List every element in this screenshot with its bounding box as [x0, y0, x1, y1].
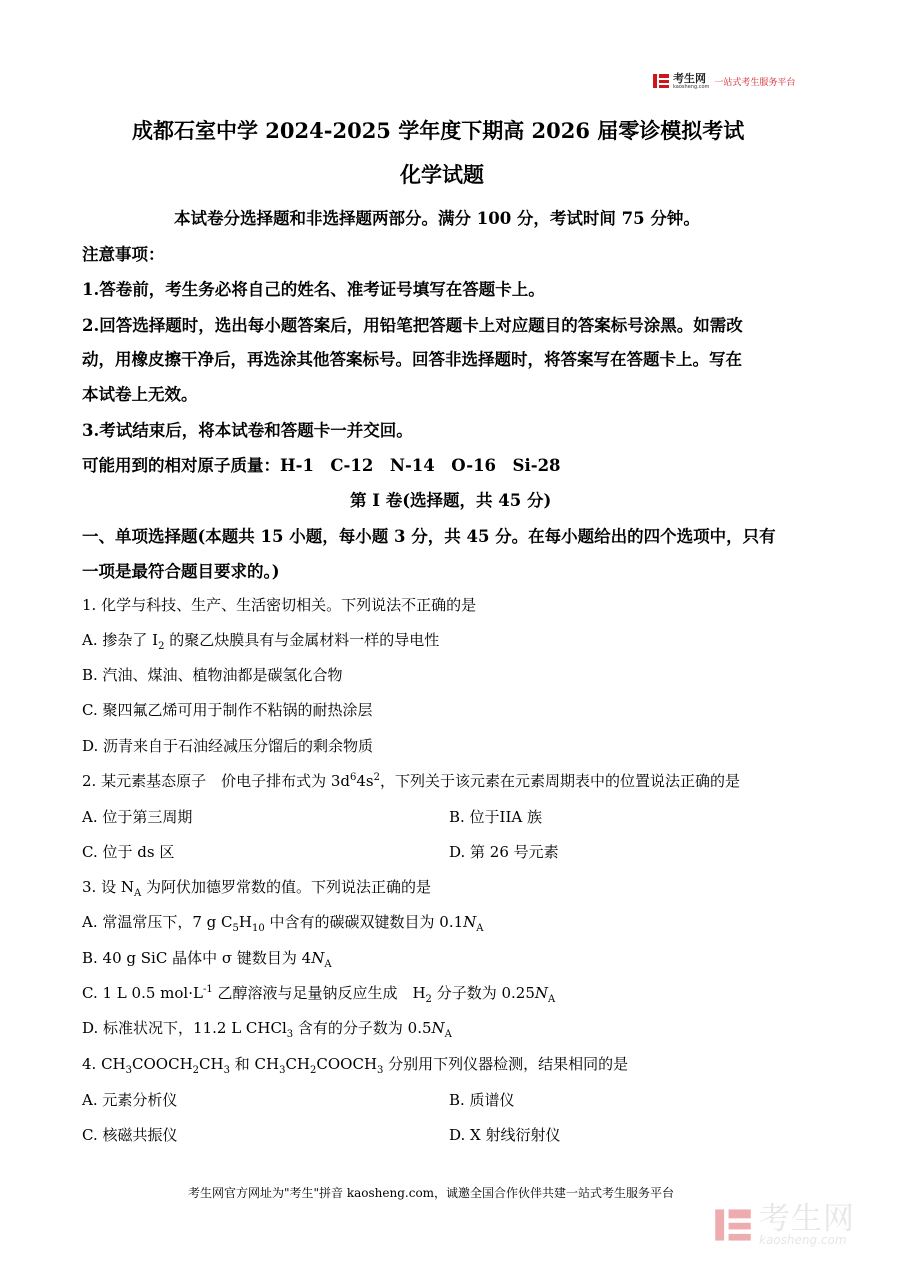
notes-heading: 注意事项： — [82, 245, 165, 264]
note-2-line-3: 本试卷上无效。 — [82, 385, 198, 404]
kaosheng-logo-icon — [652, 72, 670, 90]
q3-option-c: C. 1 L 0.5 $mol\cdot L^{-1}$ 乙醇溶液与足量钠反应生成 $H_2$ 分子数为 $0.25N_A$ — [82, 984, 556, 1005]
watermark-logo-icon — [713, 1204, 753, 1246]
q2-option-b: B. 位于IIA 族 — [449, 808, 543, 826]
q2-stem: 2. 某元素基态原子 价电子排布式为 $3d^64s^2$，下列关于该元素在元素周期表中的位置说法正确的是 — [82, 772, 741, 790]
exam-intro: 本试卷分选择题和非选择题两部分。满分 100 分，考试时间 75 分钟。 — [174, 209, 700, 228]
section-instructions-line-2: 一项是最符合题目要求的。) — [82, 562, 280, 581]
q1-option-c: C. 聚四氟乙烯可用于制作不粘锅的耐热涂层 — [82, 701, 373, 719]
q1-stem: 1. 化学与科技、生产、生活密切相关。下列说法不正确的是 — [82, 596, 477, 614]
section-instructions-line-1: 一、单项选择题(本题共 15 小题，每小题 3 分，共 45 分。在每小题给出的四个选项中，只有 — [82, 527, 776, 546]
logo-text — [673, 73, 709, 90]
section-title: 第 I 卷(选择题，共 45 分) — [350, 491, 552, 510]
q1-option-d: D. 沥青来自于石油经减压分馏后的剩余物质 — [82, 737, 374, 755]
note-2-line-2: 动，用橡皮擦干净后，再选涂其他答案标号。回答非选择题时，将答案写在答题卡上。写在 — [82, 350, 742, 369]
q3-stem: 3. 设 $N_A$ 为阿伏加德罗常数的值。下列说法正确的是 — [82, 878, 431, 899]
q2-option-d: D. 第 26 号元素 — [449, 843, 559, 861]
note-2-line-1: 2.回答选择题时，选出每小题答案后，用铅笔把答题卡上对应题目的答案标号涂黑。如需改 — [82, 316, 743, 335]
q3-option-d: D. 标准状况下，11.2 L CHCl$_3$ 含有的分子数为 $0.5N_A$ — [82, 1019, 452, 1040]
watermark — [713, 1203, 855, 1247]
q4-option-b: B. 质谱仪 — [449, 1091, 515, 1109]
watermark-name: 考生网 — [759, 1201, 855, 1237]
note-1: 1.答卷前，考生务必将自己的姓名、准考证号填写在答题卡上。 — [82, 280, 545, 299]
watermark-text — [759, 1203, 855, 1247]
q1-option-a: A. 掺杂了 $I_2$ 的聚乙炔膜具有与金属材料一样的导电性 — [82, 631, 440, 652]
q2-option-c: C. 位于 ds 区 — [82, 843, 175, 861]
footer-text: 考生网官方网址为"考生"拼音 kaosheng.com，诚邀全国合作伙伴共建一站式考生服务平台 — [188, 1186, 675, 1200]
logo-slogan: 一站式考生服务平台 — [714, 77, 796, 88]
q3-option-b: B. 40 g SiC 晶体中 σ 键数目为 $4N_A$ — [82, 949, 332, 970]
header-logo[interactable] — [652, 72, 795, 90]
q3-option-a: A. 常温常压下，7 g $C_5H_{10}$ 中含有的碳碳双键数目为 $0.1N_A$ — [82, 913, 484, 934]
q1-option-b: B. 汽油、煤油、植物油都是碳氢化合物 — [82, 666, 343, 684]
q4-option-d: D. X 射线衍射仪 — [449, 1126, 561, 1144]
note-3: 3.考试结束后，将本试卷和答题卡一并交回。 — [82, 421, 413, 440]
logo-domain: kaosheng.com — [673, 83, 710, 90]
q4-stem: 4. $CH_3COOCH_2CH_3$ 和 $CH_3CH_2COOCH_3$ 分别用下列仪器检测，结果相同的是 — [82, 1055, 629, 1076]
page-title: 成都石室中学 2024-2025 学年度下期高 2026 届零诊模拟考试 — [132, 118, 745, 143]
q4-option-c: C. 核磁共振仪 — [82, 1126, 178, 1144]
q4-option-a: A. 元素分析仪 — [82, 1091, 178, 1109]
atomic-masses: 可能用到的相对原子质量：H-1 C-12 N-14 O-16 Si-28 — [82, 456, 561, 475]
q2-option-a: A. 位于第三周期 — [82, 808, 193, 826]
watermark-domain: kaosheng.com — [759, 1233, 847, 1247]
subject-title: 化学试题 — [400, 162, 484, 187]
logo-name: 考生网 — [673, 71, 706, 85]
